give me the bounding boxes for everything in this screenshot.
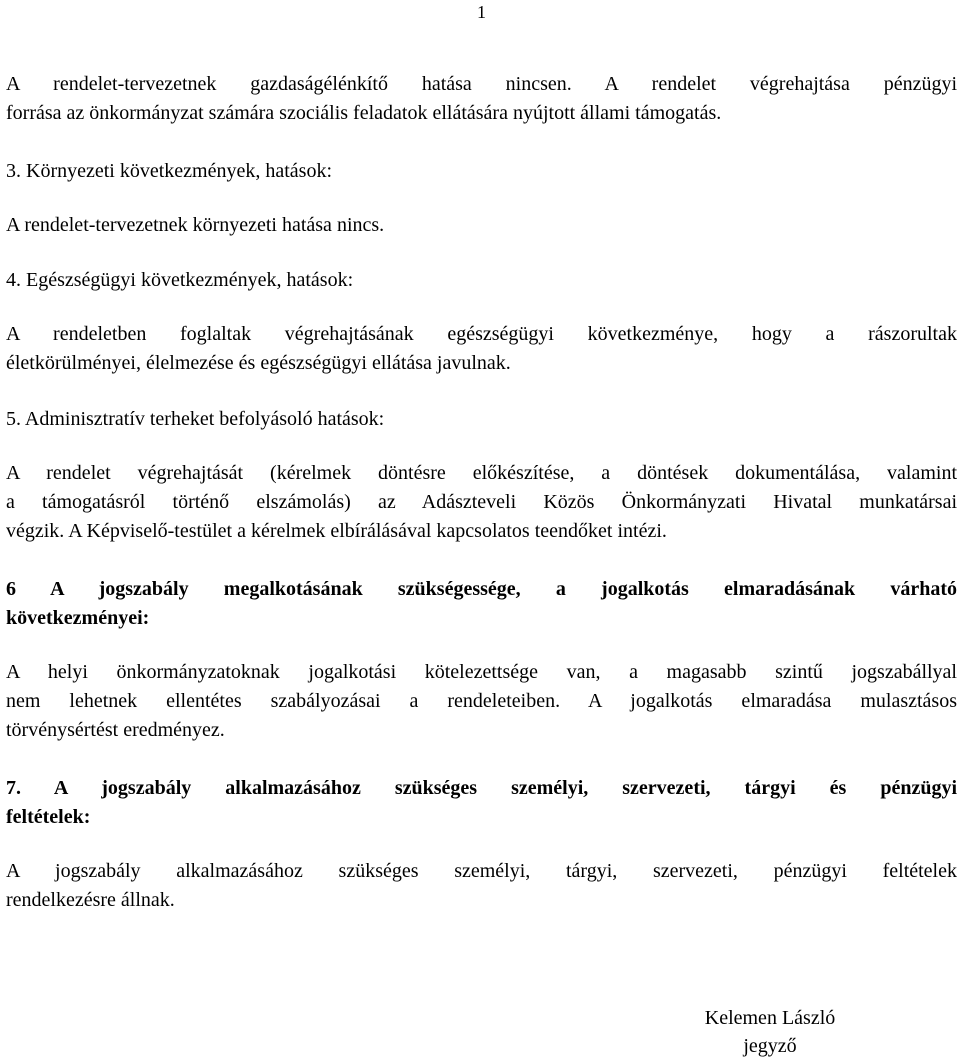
section-5-line-3: végzik. A Képviselő-testület a kérelmek elbírálásával kapcsolatos teendőket intézi. (6, 520, 667, 542)
section-7-line-1: A jogszabály alkalmazásához szükséges személyi, tárgyi, szervezeti, pénzügyi feltételek (6, 860, 957, 882)
section-4-line-1: A rendeletben foglaltak végrehajtásának egészségügyi következménye, hogy a rászorultak (6, 323, 957, 345)
signature-name: Kelemen László (704, 1007, 836, 1029)
section-6-heading-line-1: 6 A jogszabály megalkotásának szükségessége, a jogalkotás elmaradásának várható (6, 578, 957, 600)
section-3-text: A rendelet-tervezetnek környezeti hatása nincs. (6, 214, 385, 236)
section-7-line-2: rendelkezésre állnak. (6, 889, 175, 911)
section-6-line-1: A helyi önkormányzatoknak jogalkotási kötelezettsége van, a magasabb szintű jogszabállyal (6, 661, 957, 683)
section-7-heading-line-1: 7. A jogszabály alkalmazásához szükséges személyi, szervezeti, tárgyi és pénzügyi (6, 777, 957, 799)
section-5-line-2: a támogatásról történő elszámolás) az Adászteveli Közös Önkormányzati Hivatal munkatársai (6, 491, 957, 513)
section-5-line-1: A rendelet végrehajtását (kérelmek döntésre előkészítése, a döntések dokumentálása, valamint (6, 462, 957, 484)
page-number: 1 (477, 2, 486, 22)
section-5-heading: 5. Adminisztratív terheket befolyásoló hatások: (6, 408, 385, 430)
section-4-line-2: életkörülményei, élelmezése és egészségügyi ellátása javulnak. (6, 352, 511, 374)
section-6-heading-line-2: következményei: (6, 607, 150, 629)
intro-line-1: A rendelet-tervezetnek gazdaságélénkítő hatása nincsen. A rendelet végrehajtása pénzügyi (6, 73, 957, 95)
section-3-heading: 3. Környezeti következmények, hatások: (6, 160, 332, 182)
section-7-heading-line-2: feltételek: (6, 806, 91, 828)
section-6-line-3: törvénysértést eredményez. (6, 719, 225, 741)
section-6-line-2: nem lehetnek ellentétes szabályozásai a rendeleteiben. A jogalkotás elmaradása mulasztásos (6, 690, 957, 712)
signature-title: jegyző (743, 1035, 797, 1057)
intro-line-2: forrása az önkormányzat számára szociális feladatok ellátására nyújtott állami támogatás. (6, 102, 722, 124)
section-4-heading: 4. Egészségügyi következmények, hatások: (6, 269, 354, 291)
